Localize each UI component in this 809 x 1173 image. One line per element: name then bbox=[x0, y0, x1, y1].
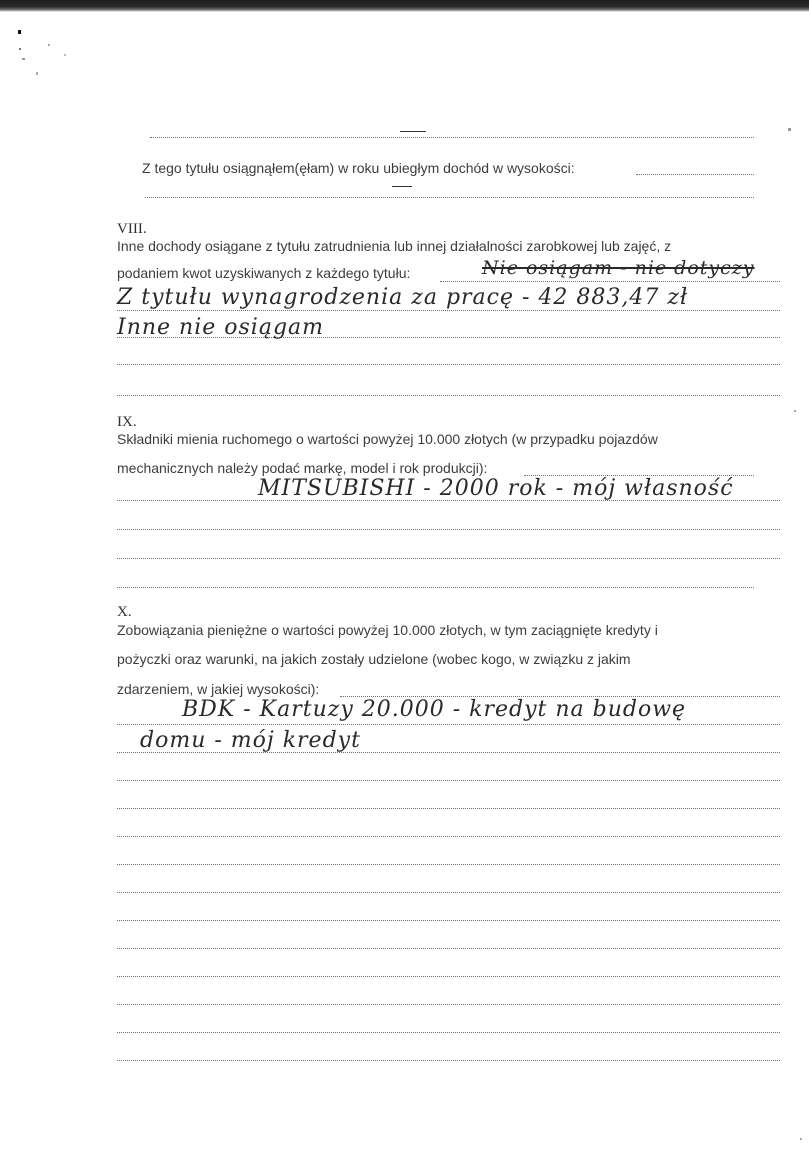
fill-line bbox=[636, 174, 754, 175]
fill-line bbox=[117, 310, 780, 311]
fill-line bbox=[117, 587, 754, 588]
handwritten-salary-income: Z tytułu wynagrodzenia za pracę - 42 883,47 zł bbox=[117, 285, 689, 310]
section-x-text-line3: zdarzeniem, w jakiej wysokości): bbox=[117, 681, 320, 697]
fill-line bbox=[117, 1032, 780, 1033]
handwritten-loan-note: domu - mój kredyt bbox=[140, 728, 361, 753]
fill-line bbox=[117, 976, 780, 977]
section-viii-text-line2: podaniem kwot uzyskiwanych z każdego tytułu: bbox=[117, 265, 411, 281]
section-x-text-line2: pożyczki oraz warunki, na jakich zostały udzielone (wobec kogo, w związku z jakim bbox=[117, 651, 631, 667]
fill-line bbox=[145, 197, 754, 198]
fill-line bbox=[440, 281, 780, 282]
section-x-text-line1: Zobowiązania pieniężne o wartości powyżej 10.000 złotych, w tym zaciągnięte kredyty i bbox=[117, 622, 658, 638]
fill-line bbox=[117, 920, 780, 921]
fill-line bbox=[117, 395, 780, 396]
handwritten-dash bbox=[400, 131, 426, 132]
fill-line bbox=[117, 808, 780, 809]
section-x-number: X. bbox=[117, 604, 132, 620]
fill-line bbox=[150, 137, 754, 138]
fill-line bbox=[117, 529, 780, 530]
handwritten-crossed-out-answer: Nie osiągam - nie dotyczy bbox=[482, 257, 755, 279]
fill-line bbox=[117, 864, 780, 865]
section-viii-text-line1: Inne dochody osiągane z tytułu zatrudnienia lub innej działalności zarobkowej lub zajęć, z bbox=[117, 238, 672, 254]
section-ix-number: IX. bbox=[117, 414, 137, 430]
fill-line bbox=[117, 780, 780, 781]
handwritten-dash bbox=[392, 186, 412, 187]
fill-line bbox=[117, 724, 780, 725]
fill-line bbox=[117, 892, 780, 893]
fill-line bbox=[117, 1060, 780, 1061]
fill-line bbox=[117, 1004, 780, 1005]
section-viii-number: VIII. bbox=[117, 221, 147, 237]
fill-line bbox=[117, 558, 780, 559]
section-ix-text-line1: Składniki mienia ruchomego o wartości powyżej 10.000 złotych (w przypadku pojazdów bbox=[117, 431, 658, 447]
handwritten-vehicle: MITSUBISHI - 2000 rok - mój własność bbox=[258, 476, 734, 501]
handwritten-other-income: Inne nie osiągam bbox=[117, 315, 325, 340]
fill-line bbox=[117, 364, 780, 365]
income-line-label: Z tego tytułu osiągnąłem(ęłam) w roku ubiegłym dochód w wysokości: bbox=[142, 160, 575, 176]
fill-line bbox=[117, 836, 780, 837]
handwritten-loan: BDK - Kartuzy 20.000 - kredyt na budowę bbox=[182, 697, 687, 722]
fill-line bbox=[117, 948, 780, 949]
section-ix-text-line2: mechanicznych należy podać markę, model i rok produkcji): bbox=[117, 460, 488, 476]
